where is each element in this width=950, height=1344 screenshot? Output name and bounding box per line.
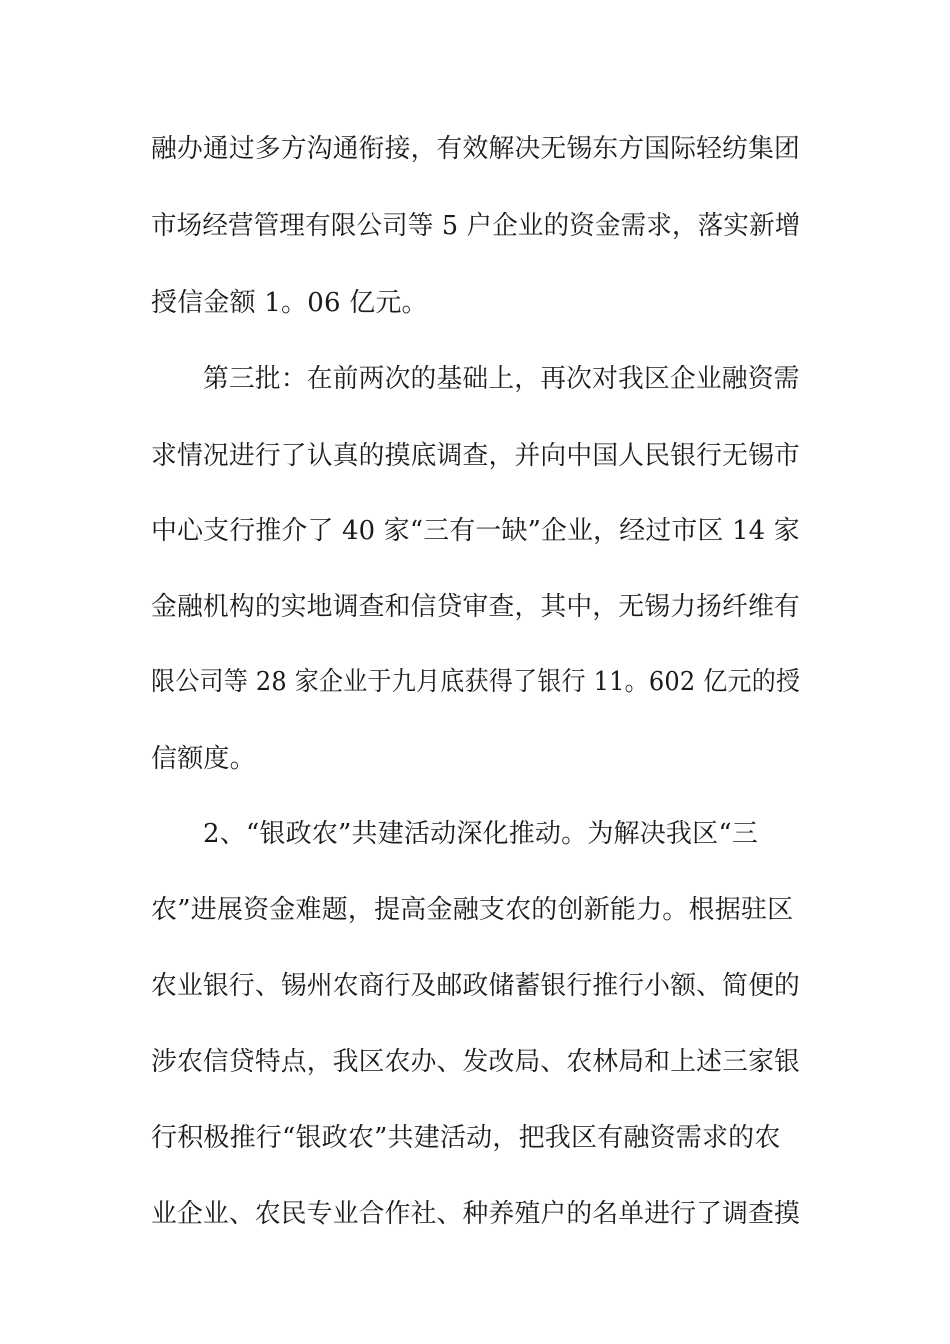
paragraph-start-line: 第三批：在前两次的基础上，再次对我区企业融资需	[203, 364, 800, 394]
text-line: 授信金额 1。06 亿元。	[151, 288, 428, 318]
paragraph-start-line: 2、“银政农”共建活动深化推动。为解决我区“三	[203, 819, 759, 849]
text-line: 农业银行、锡州农商行及邮政储蓄银行推行小额、简便的	[151, 971, 801, 1001]
text-line: 融办通过多方沟通衔接，有效解决无锡东方国际轻纺集团	[151, 134, 801, 164]
text-line: 行积极推行“银政农”共建活动，把我区有融资需求的农	[151, 1123, 781, 1153]
text-line: 信额度。	[151, 744, 256, 774]
text-line: 限公司等 28 家企业于九月底获得了银行 11。602 亿元的授	[151, 667, 801, 697]
text-line: 涉农信贷特点，我区农办、发改局、农林局和上述三家银	[151, 1047, 801, 1077]
text-line: 中心支行推介了 40 家“三有一缺”企业，经过市区 14 家	[151, 516, 800, 546]
text-line: 求情况进行了认真的摸底调查，并向中国人民银行无锡市	[151, 441, 801, 471]
text-line: 农”进展资金难题，提高金融支农的创新能力。根据驻区	[151, 895, 794, 925]
text-line: 业企业、农民专业合作社、种养殖户的名单进行了调查摸	[151, 1199, 801, 1229]
text-line: 市场经营管理有限公司等 5 户企业的资金需求，落实新增	[151, 211, 801, 241]
text-line: 金融机构的实地调查和信贷审查，其中，无锡力扬纤维有	[151, 592, 801, 622]
